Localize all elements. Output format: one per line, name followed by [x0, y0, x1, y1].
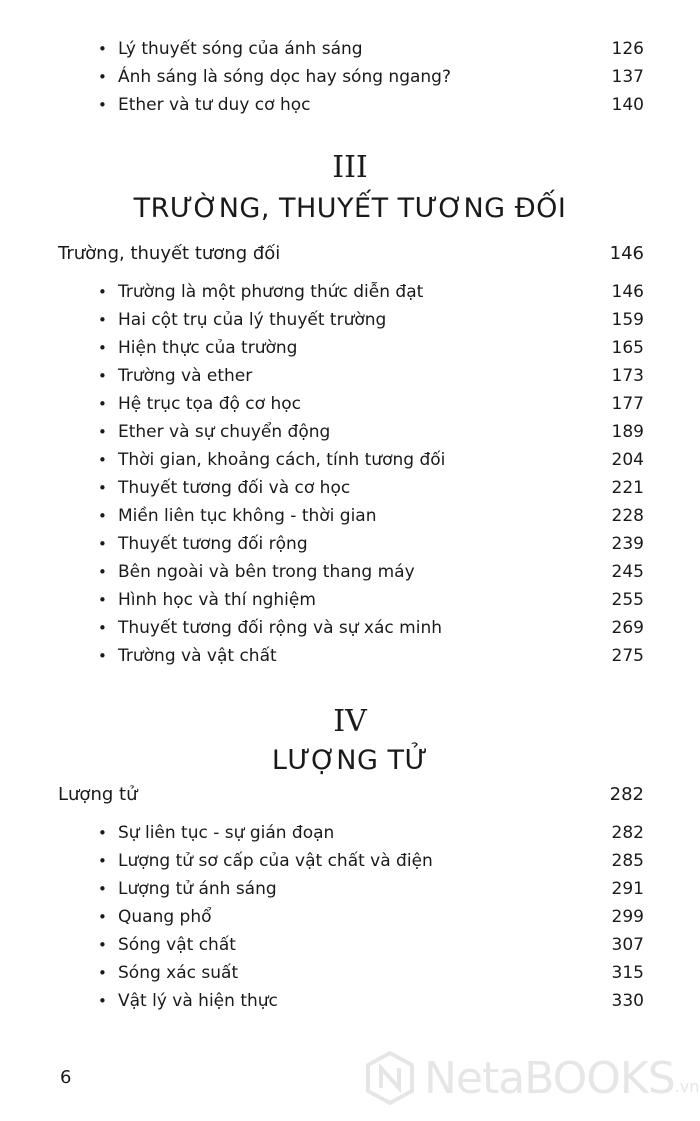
toc-entry [98, 477, 644, 499]
toc-entry [98, 38, 644, 60]
toc-entry [98, 449, 644, 471]
bullet-icon: • [98, 824, 107, 842]
toc-entry-page: 255 [611, 590, 644, 610]
toc-entry [98, 337, 644, 359]
toc-entry-page: 282 [611, 823, 644, 843]
watermark-suffix: .vn [674, 1077, 700, 1096]
chapter-page: 282 [609, 784, 644, 805]
toc-entry [98, 421, 644, 443]
toc-entry-page: 126 [611, 39, 644, 59]
toc-entry [98, 66, 644, 88]
bullet-icon: • [98, 283, 107, 301]
toc-entry [98, 309, 644, 331]
toc-entry-title: Thuyết tương đối rộng và sự xác minh [118, 618, 442, 638]
chapter-title: Trường, thuyết tương đối [58, 243, 281, 264]
toc-entry-title: Quang phổ [118, 907, 212, 927]
toc-entry [98, 822, 644, 844]
toc-entry-title: Thuyết tương đối và cơ học [118, 478, 351, 498]
toc-entry-title: Sóng vật chất [118, 935, 236, 955]
bullet-icon: • [98, 311, 107, 329]
bullet-icon: • [98, 852, 107, 870]
bullet-icon: • [98, 992, 107, 1010]
bullet-icon: • [98, 647, 107, 665]
bullet-icon: • [98, 591, 107, 609]
bullet-icon: • [98, 339, 107, 357]
toc-entry-page: 189 [611, 422, 644, 442]
toc-entry-page: 307 [611, 935, 644, 955]
toc-entry-page: 165 [611, 338, 644, 358]
toc-entry-title: Sóng xác suất [118, 963, 239, 983]
toc-entry-page: 291 [611, 879, 644, 899]
toc-entry-title: Vật lý và hiện thực [118, 991, 278, 1011]
toc-entry-page: 177 [611, 394, 644, 414]
toc-entry-title: Hình học và thí nghiệm [118, 590, 316, 610]
chapter-entry [58, 784, 644, 806]
part-title: LƯỢNG TỬ [271, 745, 429, 776]
part-numeral: IV [333, 704, 367, 739]
toc-entry-title: Hệ trục tọa độ cơ học [118, 394, 301, 414]
toc-entry-page: 330 [611, 991, 644, 1011]
toc-entry-page: 173 [611, 366, 644, 386]
toc-entry-title: Lượng tử sơ cấp của vật chất và điện [118, 851, 433, 871]
toc-entry [98, 878, 644, 900]
toc-entry-title: Lý thuyết sóng của ánh sáng [118, 39, 363, 59]
toc-entry [98, 561, 644, 583]
bullet-icon: • [98, 880, 107, 898]
toc-entry [98, 365, 644, 387]
part-title: TRƯỜNG, THUYẾT TƯƠNG ĐỐI [133, 193, 567, 224]
toc-entry [98, 533, 644, 555]
toc-entry-page: 239 [611, 534, 644, 554]
toc-entry-page: 140 [611, 95, 644, 115]
watermark [362, 1050, 699, 1106]
toc-entry [98, 645, 644, 667]
toc-entry-page: 137 [611, 67, 644, 87]
bullet-icon: • [98, 936, 107, 954]
toc-entry [98, 850, 644, 872]
toc-entry-title: Thuyết tương đối rộng [118, 534, 308, 554]
toc-entry-title: Ether và tư duy cơ học [118, 95, 311, 115]
toc-entry-page: 269 [611, 618, 644, 638]
toc-entry-title: Hai cột trụ của lý thuyết trường [118, 310, 387, 330]
watermark-text: NetaBOOKS [424, 1052, 675, 1104]
toc-entry-title: Sự liên tục - sự gián đoạn [118, 823, 335, 843]
netabooks-logo-icon [362, 1050, 418, 1106]
toc-entry [98, 906, 644, 928]
toc-entry-page: 159 [611, 310, 644, 330]
bullet-icon: • [98, 395, 107, 413]
toc-entry-title: Trường và vật chất [118, 646, 277, 666]
toc-entry [98, 617, 644, 639]
toc-entry-title: Lượng tử ánh sáng [118, 879, 277, 899]
toc-entry [98, 393, 644, 415]
page-number: 6 [60, 1067, 72, 1088]
bullet-icon: • [98, 423, 107, 441]
chapter-entry [58, 243, 644, 265]
bullet-icon: • [98, 367, 107, 385]
toc-entry-page: 275 [611, 646, 644, 666]
toc-entry-title: Bên ngoài và bên trong thang máy [118, 562, 415, 582]
part-numeral: III [332, 150, 368, 185]
chapter-page: 146 [609, 243, 644, 264]
toc-entry [98, 990, 644, 1012]
bullet-icon: • [98, 908, 107, 926]
toc-entry-page: 221 [611, 478, 644, 498]
bullet-icon: • [98, 619, 107, 637]
toc-entry [98, 505, 644, 527]
toc-entry-page: 204 [611, 450, 644, 470]
toc-entry-page: 146 [611, 282, 644, 302]
toc-entry-title: Hiện thực của trường [118, 338, 298, 358]
toc-entry [98, 962, 644, 984]
toc-entry-page: 285 [611, 851, 644, 871]
toc-entry-page: 228 [611, 506, 644, 526]
toc-entry-title: Miền liên tục không - thời gian [118, 506, 377, 526]
bullet-icon: • [98, 535, 107, 553]
bullet-icon: • [98, 96, 107, 114]
toc-entry [98, 281, 644, 303]
chapter-title: Lượng tử [58, 784, 138, 805]
toc-entry-title: Trường và ether [118, 366, 253, 386]
toc-entry-title: Ether và sự chuyển động [118, 422, 331, 442]
toc-entry-title: Ánh sáng là sóng dọc hay sóng ngang? [118, 67, 451, 87]
bullet-icon: • [98, 40, 107, 58]
bullet-icon: • [98, 68, 107, 86]
toc-entry-page: 315 [611, 963, 644, 983]
toc-entry-title: Trường là một phương thức diễn đạt [118, 282, 424, 302]
bullet-icon: • [98, 507, 107, 525]
bullet-icon: • [98, 479, 107, 497]
toc-entry [98, 934, 644, 956]
toc-entry-page: 299 [611, 907, 644, 927]
toc-entry-page: 245 [611, 562, 644, 582]
bullet-icon: • [98, 964, 107, 982]
bullet-icon: • [98, 563, 107, 581]
toc-entry-title: Thời gian, khoảng cách, tính tương đối [118, 450, 446, 470]
toc-entry [98, 94, 644, 116]
bullet-icon: • [98, 451, 107, 469]
toc-entry [98, 589, 644, 611]
